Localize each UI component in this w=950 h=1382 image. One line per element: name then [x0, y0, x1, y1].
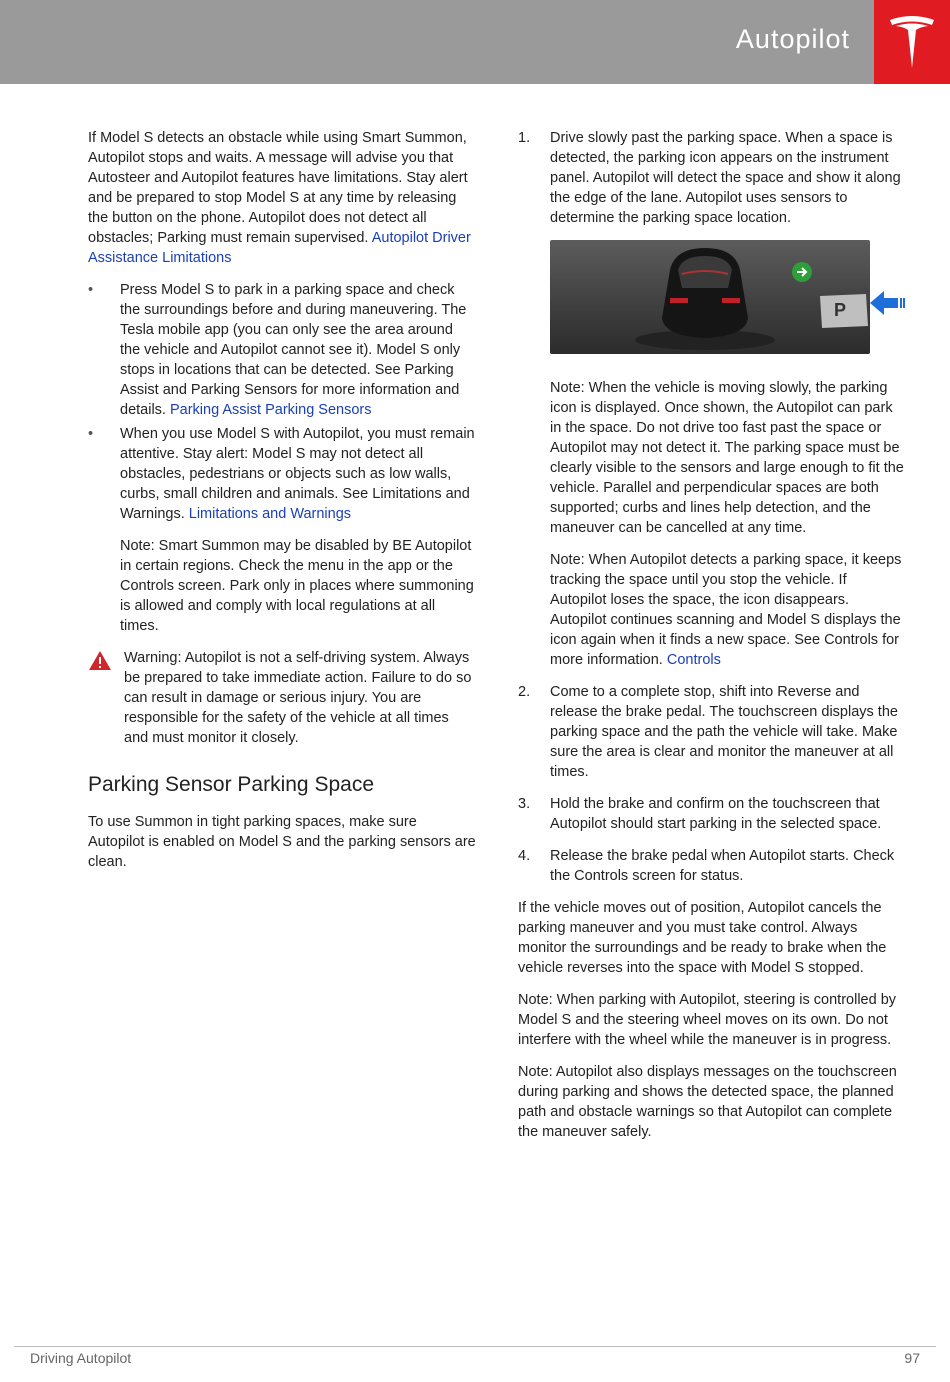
footer-section-name: Driving Autopilot — [30, 1350, 132, 1366]
header-bar — [0, 0, 950, 84]
warning-block — [88, 648, 476, 748]
tesla-logo — [874, 0, 950, 84]
warning-text: Warning: Autopilot is not a self-driving system. Always be prepared to take immediate action. Failure to do so can result in damage or serious injury. You are responsible for the safety of the vehicle at all times and must monitor it closely. — [124, 650, 472, 746]
step-1: 1. Drive slowly past the parking space. When a space is detected, the parking icon appears on the instrument panel. Autopilot will detect the space and show it along the edge of the lane. Autopilot uses sensors to determine the parking space location. — [518, 130, 901, 226]
tesla-logo-icon — [887, 12, 937, 72]
section-paragraph: To use Summon in tight parking spaces, make sure Autopilot is enabled on Model S and the parking sensors are clean. — [88, 814, 476, 870]
parked-car-image — [550, 240, 870, 354]
page-title: Autopilot — [735, 24, 850, 54]
step-number: 3. — [518, 796, 531, 812]
step-number: 4. — [518, 848, 531, 864]
limitations-link[interactable]: Autopilot Driver Assistance Limitations — [88, 230, 471, 266]
section-heading: Parking Sensor Parking Space — [88, 773, 374, 796]
parking-sensors-link[interactable]: Parking Sensors — [265, 402, 372, 418]
step-4: 4. Release the brake pedal when Autopilot starts. Check the Controls screen for status. — [518, 848, 895, 884]
body-paragraph: If the vehicle moves out of position, Autopilot cancels the parking maneuver and you must take control. Always monitor the surroundings and be ready to brake when the vehicle reverses into the space with Model S stopped. — [518, 900, 887, 976]
footer-divider — [14, 1346, 936, 1347]
bullet-list — [88, 280, 476, 524]
body-paragraph: Note: When parking with Autopilot, steering is controlled by Model S and the steering wheel moves on its own. Do not interfere with the wheel while the maneuver is in progress. — [518, 992, 897, 1048]
limitations-warnings-link[interactable]: Limitations and Warnings — [188, 506, 352, 522]
list-item: • When you use Model S with Autopilot, you must remain attentive. Stay alert: Model S may not detect all obstacles, pedestrians or objects such as low walls, curbs, small children and animals. See Limitations and Warnings. Limitations and Warnings — [88, 424, 476, 524]
page-number: 97 — [904, 1350, 920, 1366]
note-paragraph: Note: Smart Summon may be disabled by BE Autopilot in certain regions. Check the menu in the app or the Controls screen. Park only in places where summoning is allowed and comply with local regulations at all times. — [120, 538, 474, 634]
right-column — [518, 128, 906, 1154]
arrow-left-icon — [868, 288, 906, 318]
list-item: • Press Model S to park in a parking space and check the surroundings before and during maneuvering. The Tesla mobile app (you can only see the area around the vehicle and Autopilot cannot see it). Model S only stops in locations that can be detected. See Parking Assist and Parking Sensors for more information and details. Parking Assist Parking Sensors — [88, 280, 476, 420]
parking-figure — [550, 240, 870, 354]
step-number: 1. — [518, 130, 531, 146]
step-number: 2. — [518, 684, 531, 700]
parking-p-label: P — [834, 300, 847, 320]
body-paragraph: Note: Autopilot also displays messages on the touchscreen during parking and shows the detected space, the planned path and obstacle warnings so that Autopilot can complete the maneuver safely. — [518, 1064, 897, 1140]
left-column — [88, 128, 476, 884]
step-2: 2. Come to a complete stop, shift into Reverse and release the brake pedal. The touchscreen displays the parking space and the path the vehicle will take. Make sure the area is clear and monitor the maneuver at all times. — [518, 684, 898, 780]
intro-paragraph: If Model S detects an obstacle while using Smart Summon, Autopilot stops and waits. A message will advise you that Autosteer and Autopilot features have limitations. Stay alert and be prepared to stop Model S at any time by releasing the button on the phone. Autopilot does not detect all obstacles; Parking must remain supervised. Autopilot Driver Assistance Limitations — [88, 130, 471, 266]
parking-assist-link[interactable]: Parking Assist — [169, 402, 262, 418]
step-3: 3. Hold the brake and confirm on the touchscreen that Autopilot should start parking in the selected space. — [518, 796, 882, 832]
warning-icon — [88, 650, 112, 671]
note-paragraph: Note: When the vehicle is moving slowly, the parking icon is displayed. Once shown, the Autopilot can park in the space. Do not drive too fast past the space or Autopilot may not detect it. The parking space must be clearly visible to the sensors and large enough to fit the vehicle. Parallel and perpendicular spaces are both supported; curbs and lines help detection, and the maneuver can be cancelled at any time. — [550, 380, 904, 536]
controls-link[interactable]: Controls — [666, 652, 721, 668]
note-paragraph-2: Note: When Autopilot detects a parking space, it keeps tracking the space until you stop the vehicle. If Autopilot loses the space, the icon disappears. Autopilot continues scanning and Model S displays the icon again when it finds a new space. See Controls for more information. Controls — [550, 552, 902, 668]
